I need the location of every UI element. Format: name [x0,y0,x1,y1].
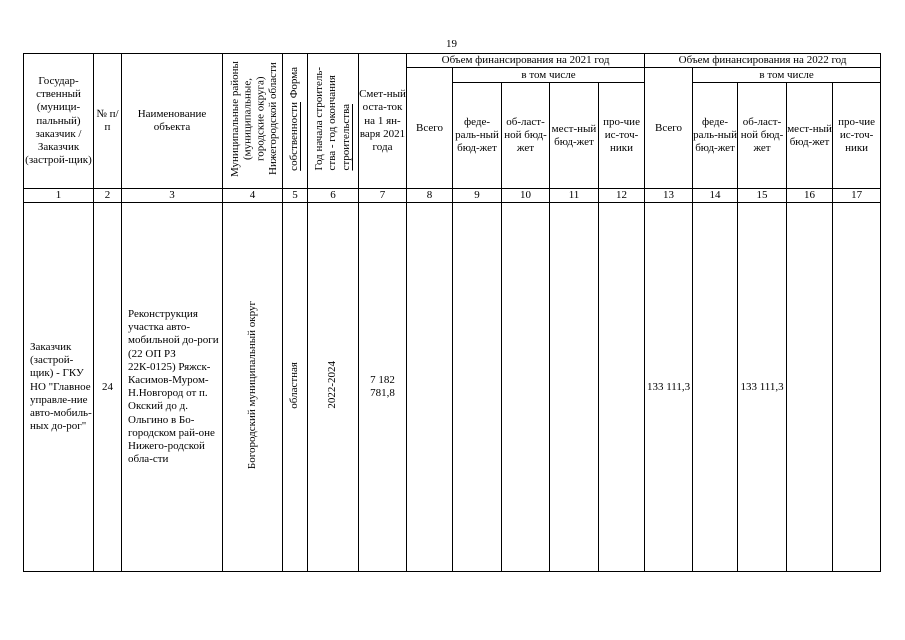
row-2022-local [787,203,833,572]
header-customer: Государ-ственный (муници-пальный) заказчик / Заказчик (застрой-щик) [24,54,94,189]
col-number: 2 [94,189,122,203]
col-number: 8 [407,189,453,203]
col-number: 10 [502,189,550,203]
header-ownership-line2: собственности [288,102,301,172]
col-number: 15 [738,189,787,203]
row-municipality-text: Богородский муниципальный округ [245,301,258,470]
header-municipality-text: Муниципальные районы (муниципальные, городские округа) Нижегородской области [228,61,279,177]
header-2022-incl: в том числе [693,68,881,83]
header-object-name: Наименование объекта [122,54,223,189]
header-years [308,54,359,189]
row-customer: Заказчик (застрой-щик) - ГКУ НО "Главное управле-ние авто-мобиль-ных до-рог" [24,203,94,572]
header-2022-federal: феде-раль-ный бюд-жет [693,83,738,189]
row-num: 24 [94,203,122,572]
financing-table [23,53,881,572]
row-2021-regional [502,203,550,572]
row-2021-other [599,203,645,572]
header-fin-2022: Объем финансирования на 2022 год [645,54,881,68]
header-estimate: Смет-ный оста-ток на 1 ян-варя 2021 года [359,54,407,189]
header-years-line2: ства - год окончания [326,75,339,171]
header-2022-local: мест-ный бюд-жет [787,83,833,189]
col-number: 7 [359,189,407,203]
header-2021-other: про-чие ис-точ-ники [599,83,645,189]
col-number: 16 [787,189,833,203]
header-2021-federal: феде-раль-ный бюд-жет [453,83,502,189]
header-fin-2021: Объем финансирования на 2021 год [407,54,645,68]
row-2022-federal [693,203,738,572]
row-years-text: 2022-2024 [326,361,339,409]
col-number: 14 [693,189,738,203]
header-num: № п/п [94,54,122,189]
row-2022-other [833,203,881,572]
header-years-line3: строительства [339,104,352,171]
row-estimate: 7 182 781,8 [359,203,407,572]
row-2021-local [550,203,599,572]
header-2021-total: Всего [407,68,453,189]
row-2021-federal [453,203,502,572]
header-2021-incl: в том числе [453,68,645,83]
header-ownership [283,54,308,189]
header-ownership-line1: Форма [288,66,301,99]
column-number-row [24,189,881,203]
header-2021-local: мест-ный бюд-жет [550,83,599,189]
row-ownership-text: областная [288,361,301,409]
col-number: 3 [122,189,223,203]
header-years-line1: Год начала строитель- [313,67,326,171]
header-municipality [223,54,283,189]
header-2022-total: Всего [645,68,693,189]
row-years [308,203,359,572]
table-row [24,203,881,572]
header-2022-other: про-чие ис-точ-ники [833,83,881,189]
col-number: 4 [223,189,283,203]
col-number: 12 [599,189,645,203]
row-ownership [283,203,308,572]
col-number: 1 [24,189,94,203]
col-number: 13 [645,189,693,203]
col-number: 11 [550,189,599,203]
page-number: 19 [446,38,457,50]
row-2022-total: 133 111,3 [645,203,693,572]
row-2021-total [407,203,453,572]
header-2021-regional: об-ласт-ной бюд-жет [502,83,550,189]
col-number: 5 [283,189,308,203]
col-number: 6 [308,189,359,203]
col-number: 17 [833,189,881,203]
header-2022-regional: об-ласт-ной бюд-жет [738,83,787,189]
row-object-name: Реконструкция участка авто-мобильной до-роги (22 ОП РЗ 22К-0125) Ряжск-Касимов-Муром-Н.Новгород от п. Окский до д. Ольгино в Бо-городском рай-оне Нижего-родской обла-сти [122,203,223,572]
col-number: 9 [453,189,502,203]
row-2022-regional: 133 111,3 [738,203,787,572]
row-municipality [223,203,283,572]
